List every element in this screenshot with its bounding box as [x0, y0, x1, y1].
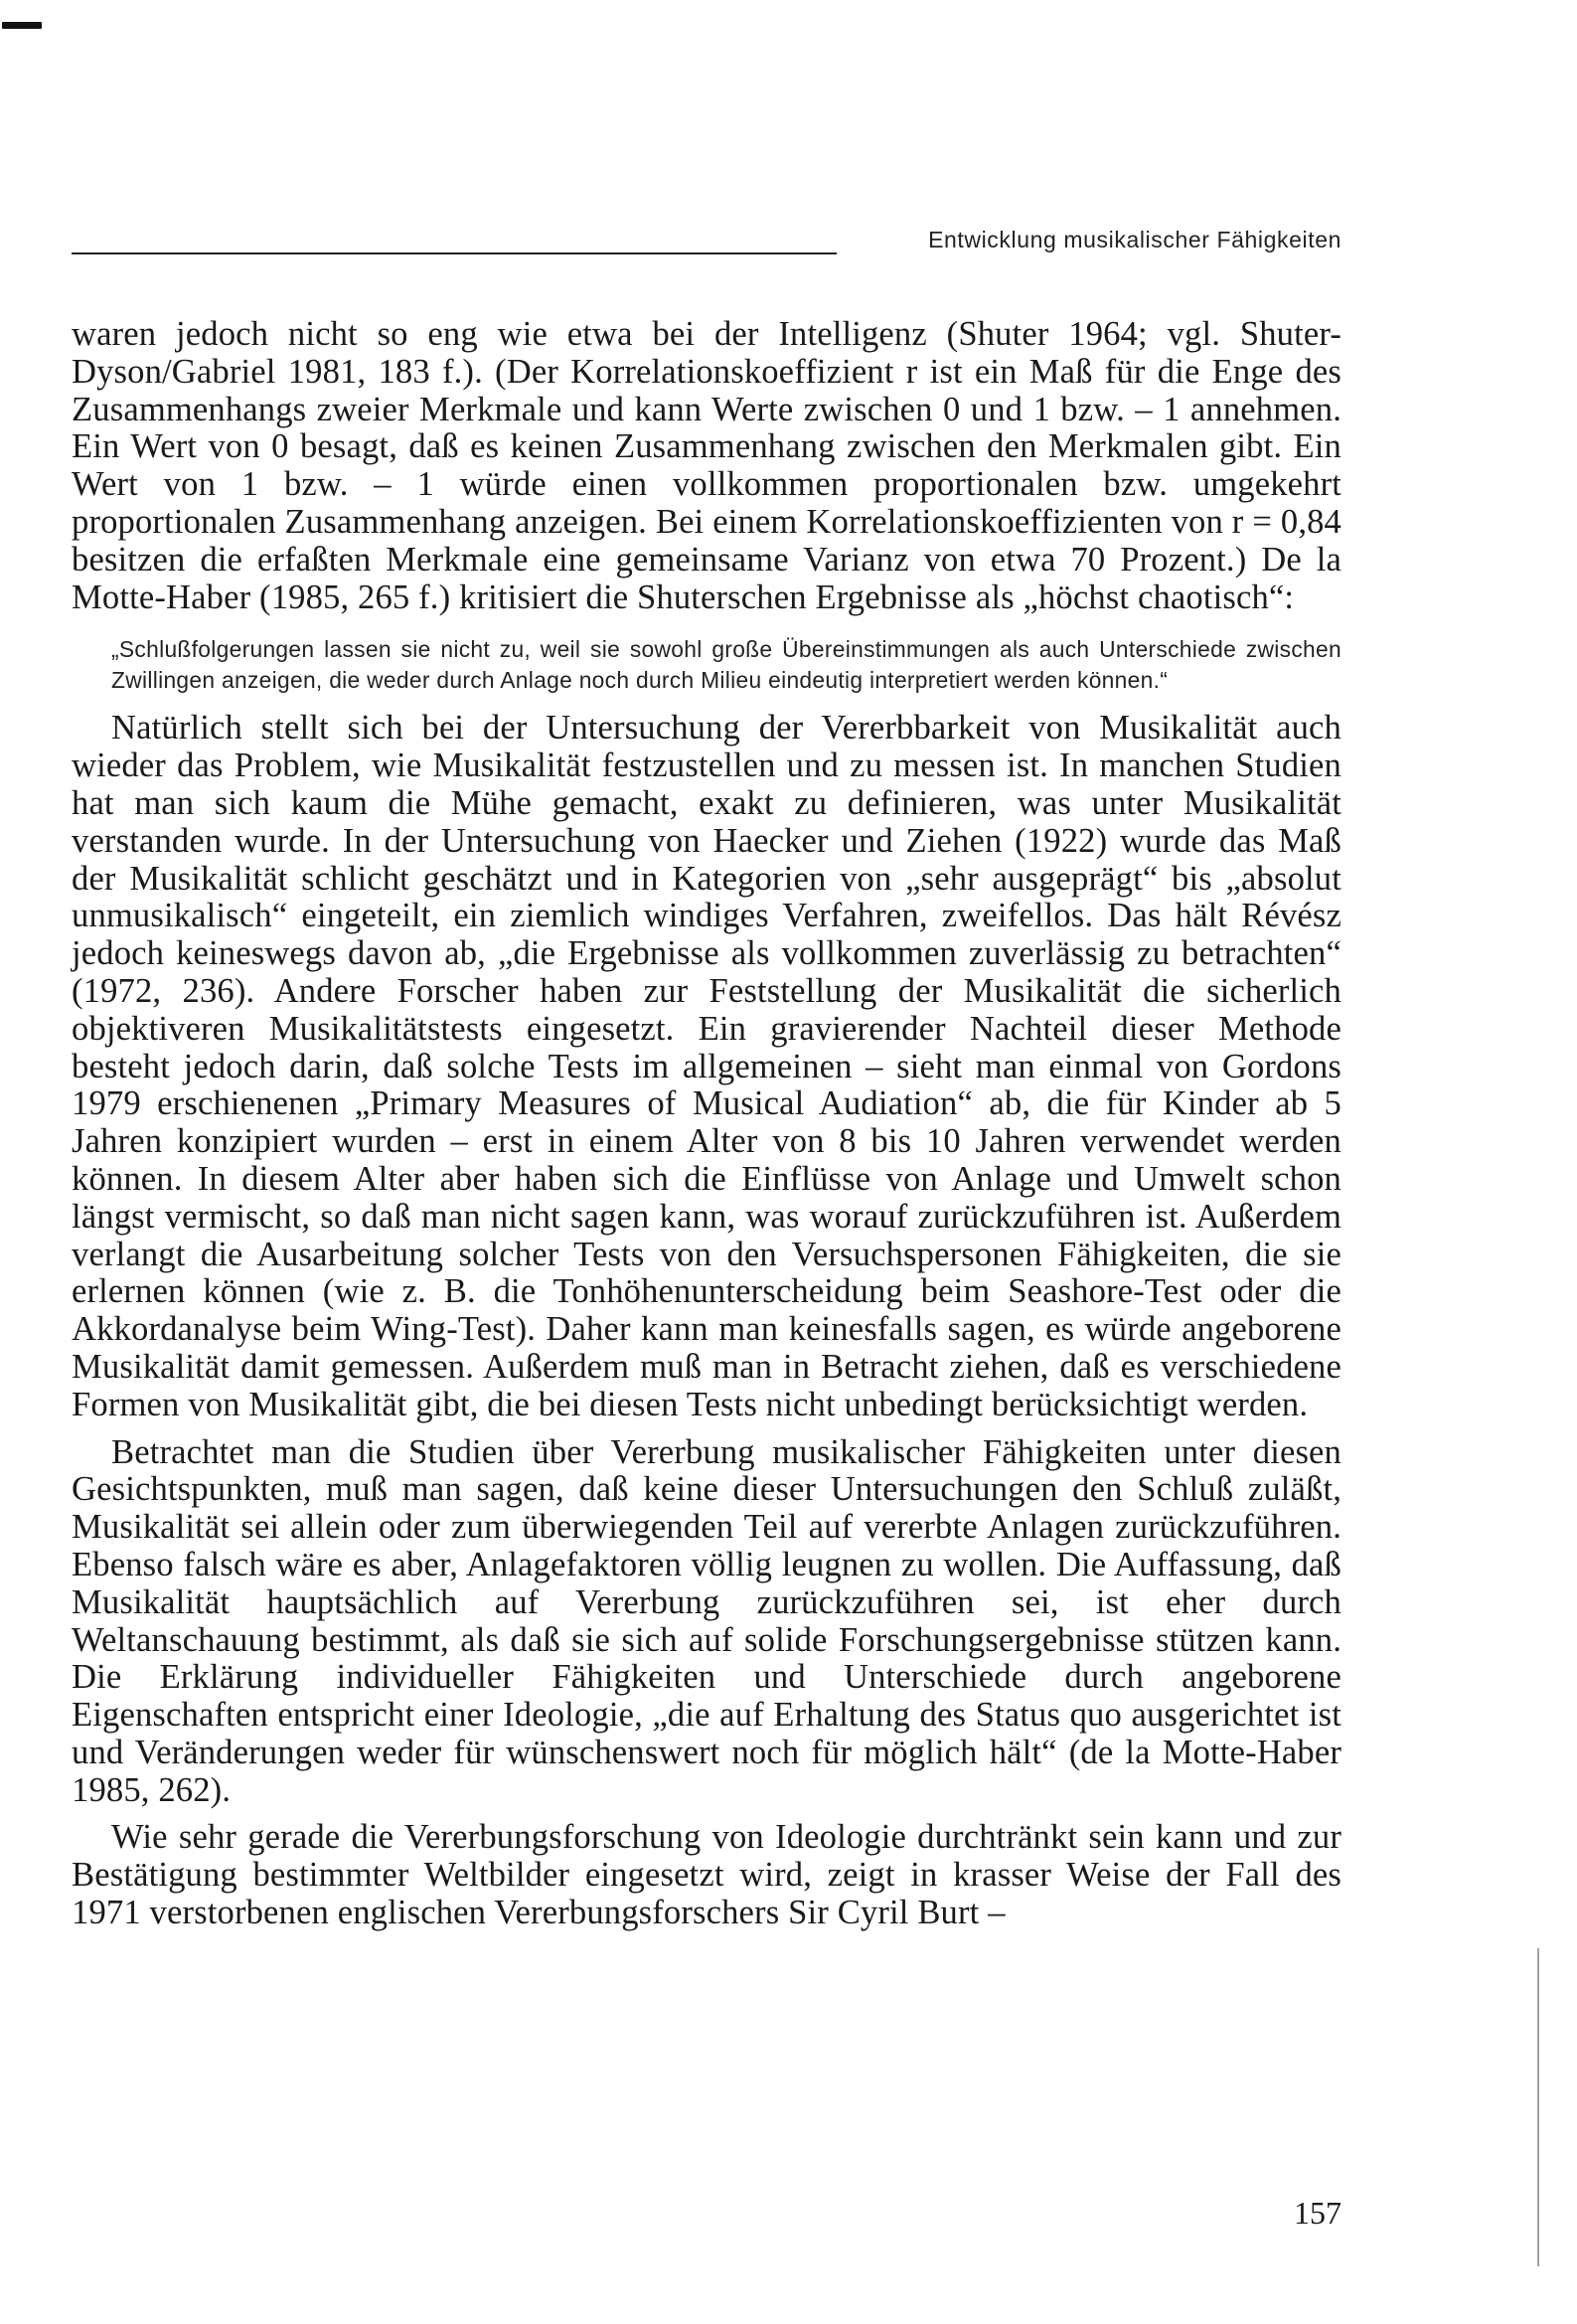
block-quote: „Schlußfolgerungen lassen sie nicht zu, weil sie sowohl große Übereinstimmungen als auch Unterschiede zwischen Zwillingen anzeigen, die weder durch Anlage noch durch Milieu eindeutig interpretiert werden können.“ — [111, 636, 1341, 694]
running-header — [72, 223, 1341, 262]
paragraph-2: Natürlich stellt sich bei der Untersuchung der Vererbbarkeit von Musikalität auch wieder das Problem, wie Musikalität festzustellen und zu messen ist. In manchen Studien hat man sich kaum die Mühe gemacht, exakt zu definieren, was unter Musikalität verstanden wurde. In der Untersuchung von Haecker und Ziehen (1922) wurde das Maß der Musikalität schlicht geschätzt und in Kategorien von „sehr ausgeprägt“ bis „absolut unmusikalisch“ eingeteilt, ein ziemlich windiges Verfahren, zweifellos. Das hält Révész jedoch keineswegs davon ab, „die Ergebnisse als vollkommen zuverlässig zu betrachten“ (1972, 236). Andere Forscher haben zur Feststellung der Musikalität die sicherlich objektiveren Musikalitätstests eingesetzt. Ein gravierender Nachteil dieser Methode besteht jedoch darin, daß solche Tests im allgemeinen – sieht man einmal von Gordons 1979 erschienenen „Primary Measures of Musical Audiation“ ab, die für Kinder ab 5 Jahren konzipiert wurden – erst in einem Alter von 8 bis 10 Jahren verwendet werden können. In diesem Alter aber haben sich die Einflüsse von Anlage und Umwelt schon längst vermischt, so daß man nicht sagen kann, was worauf zurückzuführen ist. Außerdem verlangt die Ausarbeitung solcher Tests von den Versuchspersonen Fähigkeiten, die sie erlernen können (wie z. B. die Tonhöhenunterscheidung beim Seashore-Test oder die Akkordanalyse beim Wing-Test). Daher kann man keinesfalls sagen, es würde angeborene Musikalität damit gemessen. Außerdem muß man in Betracht ziehen, daß es verschiedene Formen von Musikalität gibt, die bei diesen Tests nicht unbedingt berücksichtigt werden. — [72, 709, 1341, 1423]
scan-artifact-edge — [1537, 1948, 1539, 2266]
page-number: 157 — [1294, 2195, 1341, 2231]
paragraph-3: Betrachtet man die Studien über Vererbung musikalischer Fähigkeiten unter diesen Gesichtspunkten, muß man sagen, daß keine dieser Untersuchungen den Schluß zuläßt, Musikalität sei allein oder zum überwiegenden Teil auf vererbte Anlagen zurückzuführen. Ebenso falsch wäre es aber, Anlagefaktoren völlig leugnen zu wollen. Die Auffassung, daß Musikalität hauptsächlich auf Vererbung zurückzuführen sei, ist eher durch Weltanschauung bestimmt, als daß sie sich auf solide Forschungsergebnisse stützen kann. Die Erklärung individueller Fähigkeiten und Unterschiede durch angeborene Eigenschaften entspricht einer Ideologie, „die auf Erhaltung des Status quo ausgerichtet ist und Veränderungen weder für wünschenswert noch für möglich hält“ (de la Motte-Haber 1985, 262). — [72, 1432, 1341, 1809]
running-title: Entwicklung musikalischer Fähigkeiten — [928, 227, 1341, 252]
paragraph-4: Wie sehr gerade die Vererbungsforschung von Ideologie durchtränkt sein kann und zur Bestätigung bestimmter Weltbilder eingesetzt wird, zeigt in krasser Weise der Fall des 1971 verstorbenen englischen Vererbungsforschers Sir Cyril Burt – — [72, 1818, 1341, 1932]
paragraph-1: waren jedoch nicht so eng wie etwa bei der Intelligenz (Shuter 1964; vgl. Shuter-Dyson/Gabriel 1981, 183 f.). (Der Korrelationskoeffizient r ist ein Maß für die Enge des Zusammenhangs zweier Merkmale und kann Werte zwischen 0 und 1 bzw. – 1 annehmen. Ein Wert von 0 besagt, daß es keinen Zusammenhang zwischen den Merkmalen gibt. Ein Wert von 1 bzw. – 1 würde einen vollkommen proportionalen bzw. umgekehrt proportionalen Zusammenhang anzeigen. Bei einem Korrelationskoeffizienten von r = 0,84 besitzen die erfaßten Merkmale eine gemeinsame Varianz von etwa 70 Prozent.) De la Motte-Haber (1985, 265 f.) kritisiert die Shuterschen Ergebnisse als „höchst chaotisch“: — [72, 315, 1341, 616]
page-body — [72, 316, 1341, 1932]
header-rule — [72, 252, 837, 254]
scan-artifact-mark — [2, 22, 42, 29]
